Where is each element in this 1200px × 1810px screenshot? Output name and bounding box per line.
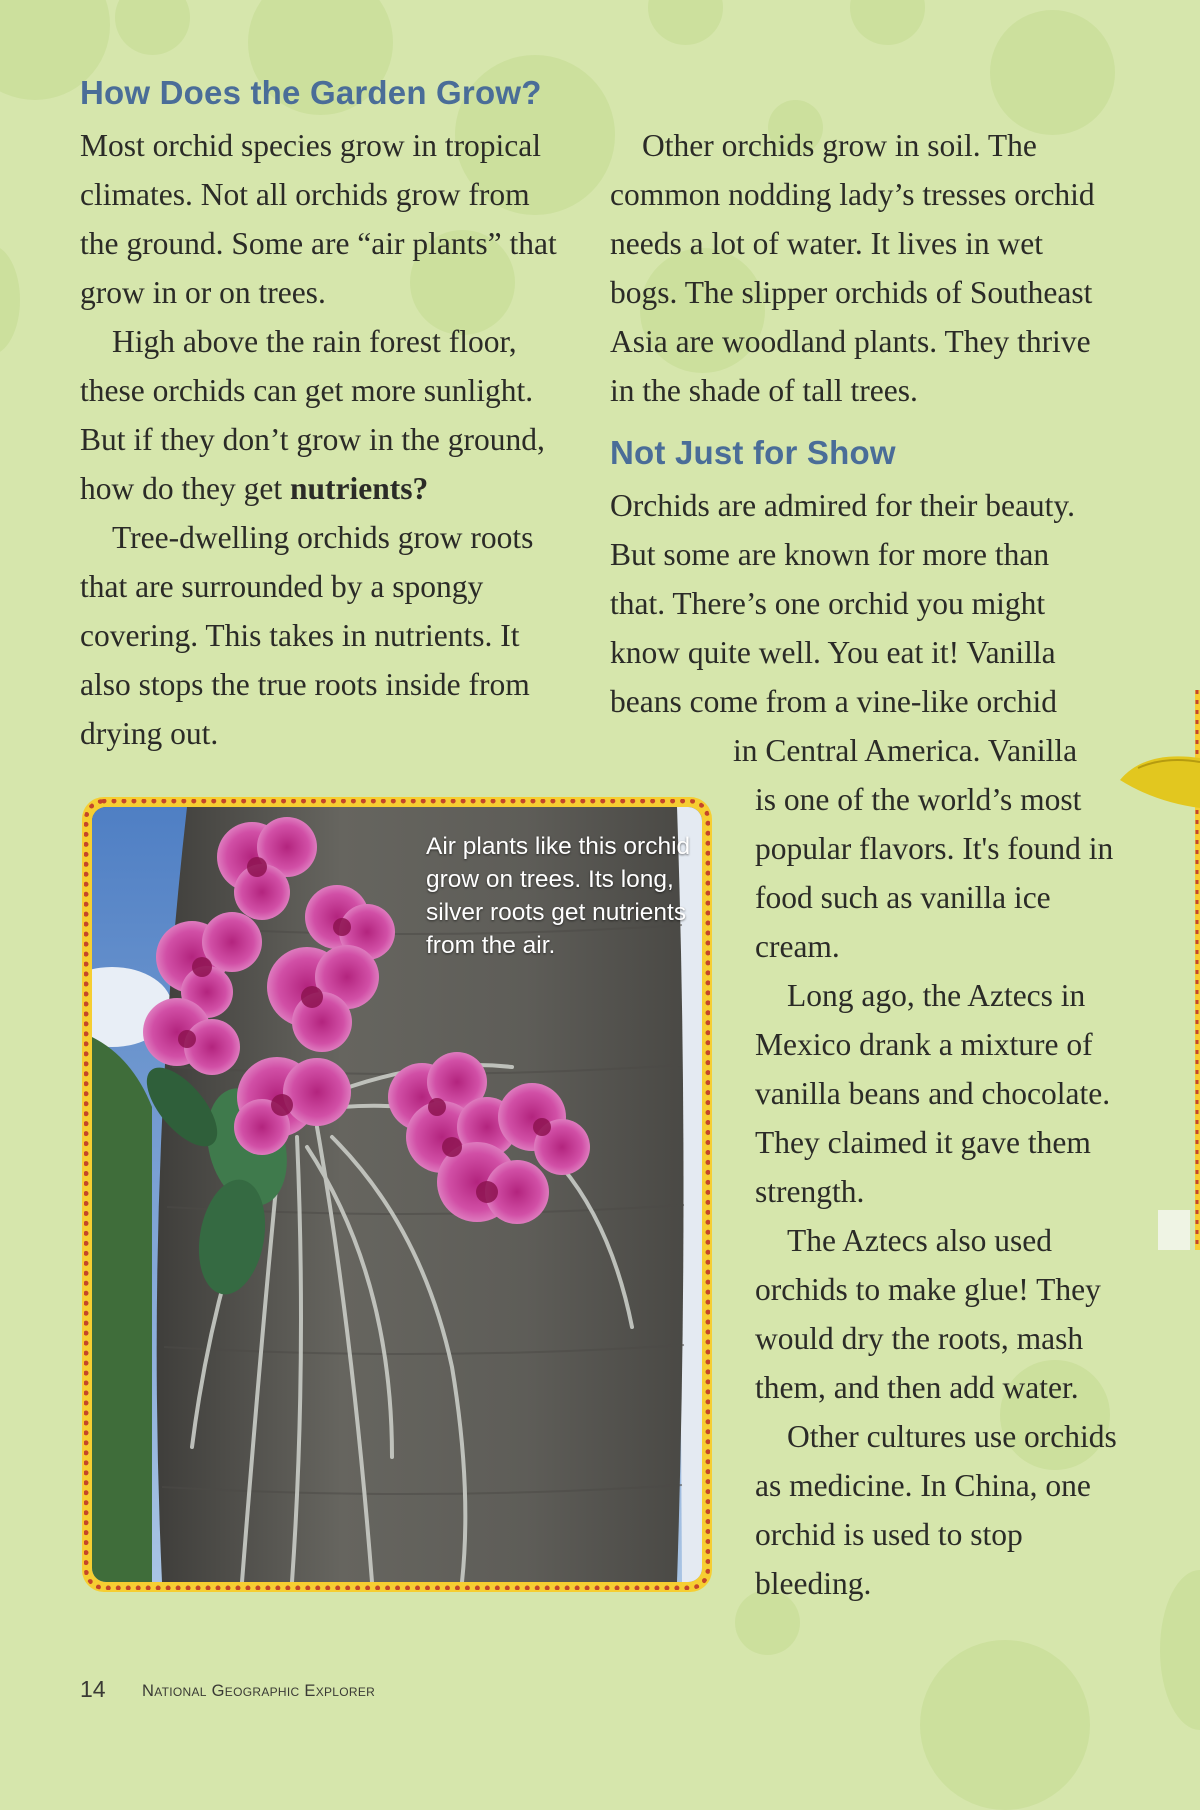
background-dot (990, 10, 1115, 135)
paragraph: Other cultures use orchids as medicine. In China, one orchid is used to stop bleeding. (755, 1419, 1117, 1601)
photo-caption: Air plants like this orchid grow on trees. Its long, silver roots get nutrients from the air. (426, 833, 691, 959)
section-heading-garden: How Does the Garden Grow? (80, 74, 542, 111)
paragraph: Orchids are admired for their beauty. But some are known for more than that. There’s one orchid you might know quite well. You eat it! Vanilla beans come from a vine-like orchid (610, 488, 1076, 719)
flower-edge-decoration (1110, 690, 1200, 1250)
paragraph-text: High above the rain forest floor, these orchids can get more sunlight. But if they don’t grow in the ground, how do they get (80, 324, 545, 506)
background-dot (1160, 1570, 1200, 1730)
page-number: 14 (80, 1676, 106, 1702)
paragraph: Other orchids grow in soil. The common nodding lady’s tresses orchid needs a lot of water. It lives in wet bogs. The slipper orchids of Southeast Asia are woodland plants. They thrive in the shade of tall trees. (610, 128, 1095, 408)
paragraph-continuation: in Central America. Vanilla (733, 733, 1078, 768)
background-dot (850, 0, 925, 45)
background-dot (648, 0, 723, 45)
paragraph: Most orchid species grow in tropical climates. Not all orchids grow from the ground. Some are “air plants” that grow in or on trees. (80, 128, 557, 310)
paragraph (80, 317, 575, 513)
paragraph-continuation: is one of the world’s most popular flavors. It's found in food such as vanilla ice cream. (755, 782, 1114, 964)
background-dot (115, 0, 190, 55)
background-dot (920, 1640, 1090, 1810)
magazine-title: National Geographic Explorer (142, 1682, 376, 1700)
nutrients-term: nutrients? (289, 471, 429, 506)
section-heading-show: Not Just for Show (610, 434, 896, 471)
paragraph: Tree-dwelling orchids grow roots that are surrounded by a spongy covering. This takes in nutrients. It also stops the true roots inside from drying out. (80, 520, 534, 751)
background-dot (0, 245, 20, 355)
paragraph: Long ago, the Aztecs in Mexico drank a mixture of vanilla beans and chocolate. They claimed it gave them strength. (755, 978, 1111, 1209)
paragraph: The Aztecs also used orchids to make glue! They would dry the roots, mash them, and then add water. (755, 1223, 1101, 1405)
